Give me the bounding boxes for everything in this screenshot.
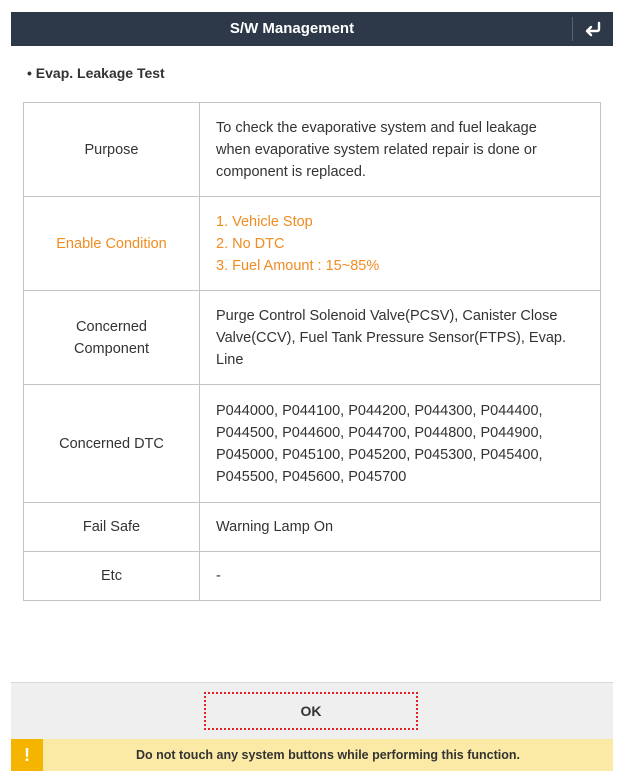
- row-label-text: Component: [74, 340, 149, 357]
- row-value: [200, 197, 601, 291]
- table-row-concerned-component: [24, 291, 601, 385]
- return-arrow-icon: [584, 21, 602, 37]
- page-title: S/W Management: [229, 20, 355, 37]
- row-value-line: 2. No DTC: [216, 235, 285, 252]
- table-row-fail-safe: [24, 503, 601, 552]
- section-title: • Evap. Leakage Test: [27, 65, 165, 81]
- ok-button[interactable]: OK: [204, 692, 418, 730]
- row-value-line: Line: [216, 351, 244, 368]
- title-bar: [11, 12, 613, 46]
- row-label: [24, 197, 200, 291]
- row-label: [24, 503, 200, 552]
- warning-text: Do not touch any system buttons while performing this function.: [135, 748, 521, 762]
- row-label-text: Enable Condition: [56, 235, 167, 252]
- row-value: [200, 552, 601, 601]
- row-value-line: To check the evaporative system and fuel leakage: [216, 119, 537, 136]
- row-label: [24, 385, 200, 503]
- row-value: [200, 291, 601, 385]
- row-value: [200, 103, 601, 197]
- row-value-line: when evaporative system related repair is done or: [216, 141, 537, 158]
- row-value-line: -: [216, 568, 221, 584]
- row-value-line: P045000, P045100, P045200, P045300, P045400,: [216, 446, 543, 463]
- row-label: [24, 552, 200, 601]
- warning-icon: !: [11, 739, 43, 771]
- row-value: [200, 385, 601, 503]
- row-label-text: Concerned DTC: [59, 435, 164, 452]
- footer-bar: [11, 682, 613, 739]
- row-value-line: 1. Vehicle Stop: [216, 213, 313, 230]
- table-row-enable-condition: [24, 197, 601, 291]
- row-value-line: component is replaced.: [216, 163, 366, 180]
- row-label-text: Etc: [101, 568, 122, 584]
- row-label-text: Purpose: [84, 141, 139, 158]
- table-row-etc: [24, 552, 601, 601]
- table-row-purpose: [24, 103, 601, 197]
- row-value-line: P044500, P044600, P044700, P044800, P044900,: [216, 424, 543, 441]
- row-label: [24, 103, 200, 197]
- row-label: [24, 291, 200, 385]
- row-value-line: Valve(CCV), Fuel Tank Pressure Sensor(FTPS), Evap.: [216, 329, 566, 346]
- row-value-line: Purge Control Solenoid Valve(PCSV), Canister Close: [216, 307, 558, 324]
- row-value-line: 3. Fuel Amount : 15~85%: [216, 257, 380, 274]
- row-value-line: P044000, P044100, P044200, P044300, P044400,: [216, 402, 543, 419]
- row-value-line: P045500, P045600, P045700: [216, 468, 407, 485]
- warning-banner: [11, 739, 613, 771]
- row-value-line: Warning Lamp On: [216, 519, 334, 535]
- back-button[interactable]: [573, 12, 613, 46]
- row-value: [200, 503, 601, 552]
- row-label-text: Concerned: [76, 318, 147, 335]
- table-row-concerned-dtc: [24, 385, 601, 503]
- info-table: [23, 102, 601, 601]
- row-label-text: Fail Safe: [82, 519, 141, 535]
